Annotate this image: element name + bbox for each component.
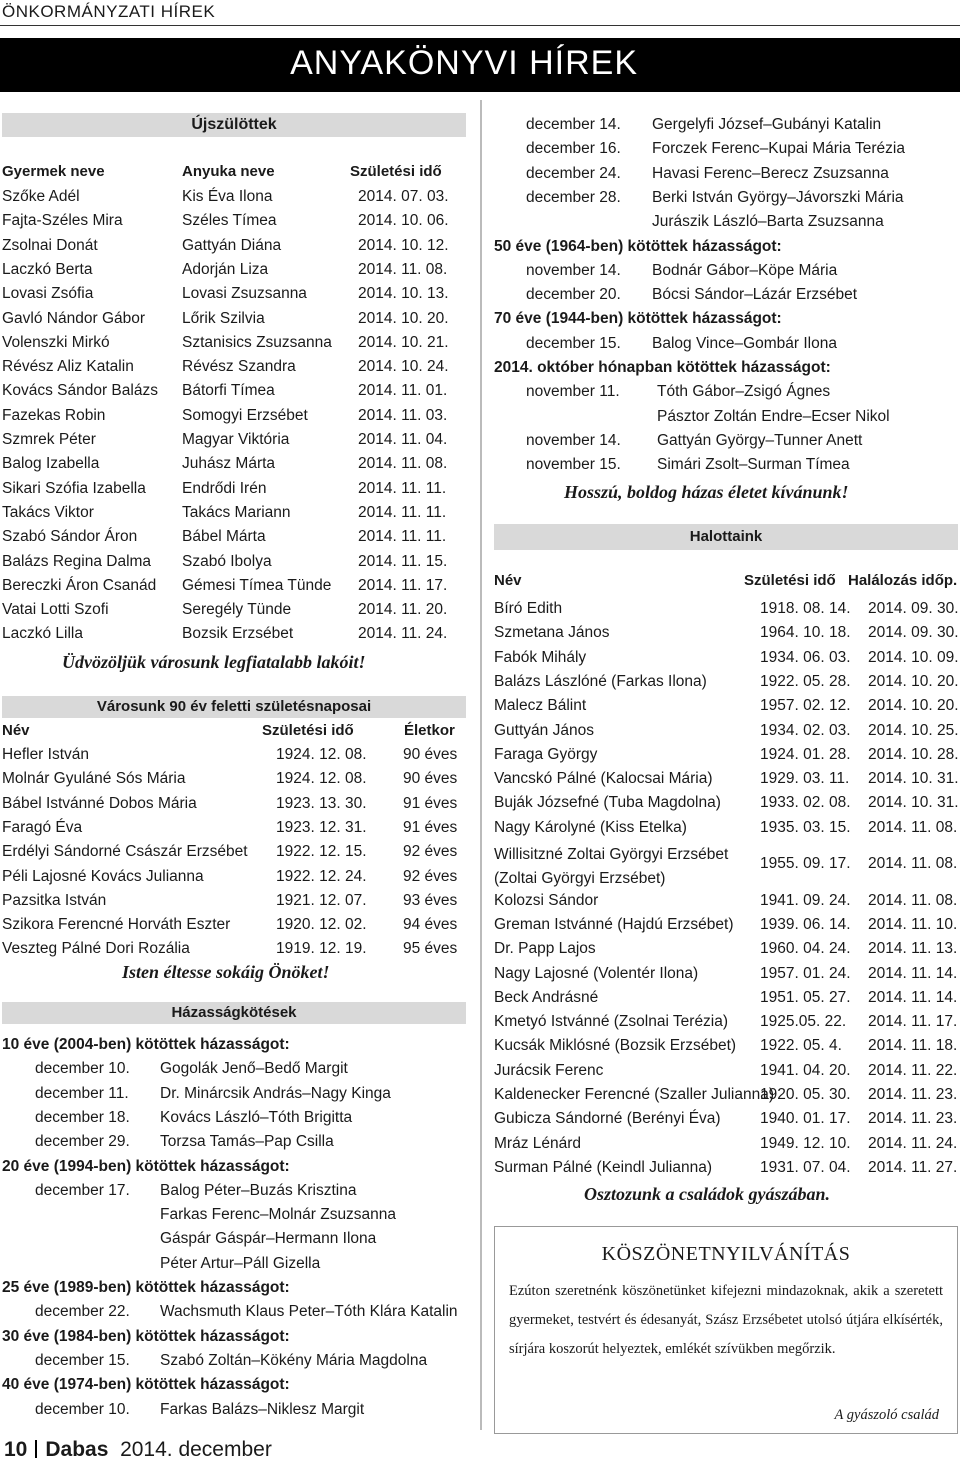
couple-names: Péter Artur–Páll Gizella bbox=[160, 1254, 321, 1272]
child-name: Volenszki Mirkó bbox=[2, 333, 110, 351]
birth-date: 1957. 01. 24. bbox=[760, 964, 851, 982]
person-name: Beck Andrásné bbox=[494, 988, 599, 1006]
person-name: Vancskó Pálné (Kalocsai Mária) bbox=[494, 770, 713, 788]
person-name: Erdélyi Sándorné Császár Erzsébet bbox=[2, 843, 248, 861]
thanks-text: Ezúton szeretnénk köszönetünket kifejezni mindazoknak, akik a szeretett gyermeket, testvért és édesanyát, Szász Erzsébetet utolsó útjára elkísérték, sírjára koszorút helyeztek, emlékét szívükben megőrzik. bbox=[509, 1283, 943, 1357]
person-name: Szikora Ferencné Horváth Eszter bbox=[2, 916, 231, 934]
child-name: Gavló Nándor Gábor bbox=[2, 309, 146, 327]
person-name: Surman Pálné (Keindl Julianna) bbox=[494, 1158, 712, 1176]
newborns-title: Újszülöttek bbox=[2, 113, 466, 137]
death-date: 2014. 11. 10. bbox=[868, 915, 958, 933]
death-date: 2014. 11. 23. bbox=[868, 1086, 958, 1103]
marriage-group-heading: 2014. október hónapban kötöttek házasságot: bbox=[494, 359, 831, 376]
death-date: 2014. 11. 18. bbox=[868, 1037, 958, 1055]
person-name: Faragó Éva bbox=[2, 818, 83, 836]
person-name: Mráz Lénárd bbox=[494, 1134, 582, 1152]
death-date: 2014. 10. 31. bbox=[868, 770, 959, 788]
mother-name: Seregély Tünde bbox=[182, 601, 292, 619]
death-date: 2014. 11. 08. bbox=[868, 818, 958, 836]
couple-names: Farkas Balázs–Niklesz Margit bbox=[160, 1400, 365, 1418]
birthdays-closing: Isten éltesse sokáig Önöket! bbox=[122, 962, 330, 982]
deceased-header: Halálozás időp. bbox=[848, 572, 958, 589]
thanks-signature: A gyászoló család bbox=[834, 1407, 939, 1423]
birth-date: 2014. 11. 11. bbox=[358, 528, 447, 546]
birth-date: 2014. 11. 01. bbox=[358, 382, 448, 400]
birth-date: 2014. 10. 12. bbox=[358, 236, 449, 254]
child-name: Kovács Sándor Balázs bbox=[2, 382, 158, 400]
mother-name: Adorján Liza bbox=[182, 260, 269, 278]
marriage-group-heading: 25 éve (1989-ben) kötöttek házasságot: bbox=[2, 1279, 290, 1296]
person-name: Buják Józsefné (Tuba Magdolna) bbox=[494, 794, 721, 812]
child-name: Szőke Adél bbox=[2, 188, 80, 205]
death-date: 2014. 11. 24. bbox=[868, 1134, 958, 1152]
death-date: 2014. 11. 13. bbox=[868, 940, 958, 958]
couple-names: Gattyán György–Tunner Anett bbox=[657, 431, 863, 449]
birth-date: 1929. 03. 11. bbox=[760, 770, 850, 788]
birth-date: 1935. 03. 15. bbox=[760, 818, 851, 836]
child-name: Zsolnai Donát bbox=[2, 236, 98, 254]
marriage-group-heading: 10 éve (2004-ben) kötöttek házasságot: bbox=[2, 1036, 290, 1053]
child-name: Bereczki Áron Csanád bbox=[2, 576, 157, 594]
marriage-date: december 17. bbox=[35, 1181, 130, 1199]
death-date: 2014. 09. 30. bbox=[868, 600, 959, 617]
death-date: 2014. 11. 23. bbox=[868, 1110, 958, 1128]
birth-date: 2014. 11. 03. bbox=[358, 406, 448, 424]
age: 91 éves bbox=[403, 794, 458, 812]
child-name: Lovasi Zsófia bbox=[2, 285, 94, 303]
birth-date: 1924. 12. 08. bbox=[276, 746, 367, 763]
mother-name: Takács Mariann bbox=[182, 503, 291, 521]
age: 92 éves bbox=[403, 867, 458, 885]
death-date: 2014. 11. 27. bbox=[868, 1158, 958, 1176]
marriages-title: Házasságkötések bbox=[2, 1002, 466, 1024]
child-name: Fajta-Széles Mira bbox=[2, 212, 123, 230]
deceased-header: Név bbox=[494, 572, 522, 589]
death-date: 2014. 10. 25. bbox=[868, 721, 959, 739]
child-name: Sikari Szófia Izabella bbox=[2, 479, 146, 497]
couple-names: Torzsa Tamás–Pap Csilla bbox=[160, 1133, 334, 1151]
age: 93 éves bbox=[403, 891, 458, 909]
death-date: 2014. 10. 20. bbox=[868, 697, 959, 715]
marriage-date: november 15. bbox=[526, 456, 621, 474]
birth-date: 1949. 12. 10. bbox=[760, 1134, 851, 1152]
birth-date: 2014. 07. 03. bbox=[358, 188, 449, 205]
birth-date: 2014. 11. 11. bbox=[358, 479, 447, 497]
death-date: 2014. 11. 14. bbox=[868, 988, 958, 1006]
birth-date: 1934. 02. 03. bbox=[760, 721, 851, 739]
page-footer bbox=[4, 1438, 272, 1462]
marriage-group-heading: 20 éve (1994-ben) kötöttek házasságot: bbox=[2, 1157, 290, 1175]
banner-title: ANYAKÖNYVI HÍREK bbox=[290, 44, 638, 82]
child-name: Szmrek Péter bbox=[2, 431, 96, 448]
marriage-date: december 24. bbox=[526, 164, 621, 182]
person-name: Nagy Lajosné (Volentér Ilona) bbox=[494, 964, 699, 982]
publication-name: Dabas bbox=[45, 1438, 109, 1461]
column-divider bbox=[480, 100, 482, 1430]
person-name: Bábel Istvánné Dobos Mária bbox=[2, 794, 197, 812]
birth-date: 1919. 12. 19. bbox=[276, 940, 367, 958]
marriage-date: december 16. bbox=[526, 140, 621, 158]
couple-names: Balog Vince–Gombár Ilona bbox=[652, 334, 837, 352]
deceased-closing: Osztozunk a családok gyászában. bbox=[584, 1184, 831, 1204]
birth-date: 1923. 12. 31. bbox=[276, 818, 367, 836]
marriage-date: december 20. bbox=[526, 286, 621, 304]
mother-name: Révész Szandra bbox=[182, 358, 296, 376]
child-name: Vatai Lotti Szofi bbox=[2, 601, 109, 619]
person-name: Szmetana János bbox=[494, 624, 610, 642]
person-name: Greman Istvánné (Hajdú Erzsébet) bbox=[494, 915, 734, 933]
birth-date: 1934. 06. 03. bbox=[760, 648, 851, 666]
marriage-date: november 14. bbox=[526, 431, 621, 449]
mother-name: Endrődi Irén bbox=[182, 479, 267, 497]
issue-date: 2014. december bbox=[120, 1438, 272, 1461]
age: 91 éves bbox=[403, 818, 458, 836]
person-name: Kaldenecker Ferencné (Szaller Julianna) bbox=[494, 1086, 775, 1103]
person-name: Veszteg Pálné Dori Rozália bbox=[2, 940, 190, 958]
couple-names: Wachsmuth Klaus Peter–Tóth Klára Katalin bbox=[160, 1303, 458, 1321]
footer-separator bbox=[35, 1440, 37, 1458]
death-date: 2014. 11. 08. bbox=[868, 891, 958, 909]
couple-names: Kovács László–Tóth Brigitta bbox=[160, 1108, 353, 1126]
mother-name: Kis Éva Ilona bbox=[182, 188, 273, 205]
marriage-group-heading: 70 éve (1944-ben) kötöttek házasságot: bbox=[494, 310, 782, 328]
birth-date: 1923. 13. 30. bbox=[276, 794, 367, 812]
child-name: Szabó Sándor Áron bbox=[2, 528, 138, 546]
person-name: Bíró Edith bbox=[494, 600, 563, 617]
newborns-header: Gyermek neve bbox=[2, 163, 105, 180]
mother-name: Juhász Márta bbox=[182, 455, 276, 473]
birth-date: 2014. 10. 06. bbox=[358, 212, 449, 230]
age: 90 éves bbox=[403, 770, 458, 788]
person-name: Molnár Gyuláné Sós Mária bbox=[2, 770, 186, 788]
birth-date: 1931. 07. 04. bbox=[760, 1158, 851, 1176]
mother-name: Bátorfi Tímea bbox=[182, 382, 275, 400]
thanks-title: KÖSZÖNETNYILVÁNÍTÁS bbox=[601, 1243, 851, 1265]
birth-date: 1924. 01. 28. bbox=[760, 745, 851, 763]
deceased-header: Születési idő bbox=[744, 572, 836, 589]
marriage-date: december 10. bbox=[35, 1060, 130, 1078]
child-name: Balog Izabella bbox=[2, 455, 100, 473]
mother-name: Bozsik Erzsébet bbox=[182, 625, 294, 643]
person-name: Nagy Károlyné (Kiss Etelka) bbox=[494, 818, 687, 836]
person-name: Pazsitka István bbox=[2, 891, 107, 909]
child-name: Révész Aliz Katalin bbox=[2, 358, 134, 376]
birth-date: 2014. 10. 13. bbox=[358, 285, 449, 303]
birth-date: 1941. 09. 24. bbox=[760, 891, 851, 909]
marriage-date: december 11. bbox=[35, 1084, 129, 1102]
birth-date: 2014. 10. 20. bbox=[358, 309, 449, 327]
couple-names: Tóth Gábor–Zsigó Ágnes bbox=[657, 383, 831, 401]
birth-date: 2014. 11. 08. bbox=[358, 260, 448, 278]
birthdays-header: Születési idő bbox=[262, 722, 354, 739]
marriage-date: december 10. bbox=[35, 1400, 130, 1418]
newborns-closing: Üdvözöljük városunk legfiatalabb lakóit! bbox=[62, 652, 366, 672]
page-number: 10 bbox=[4, 1438, 28, 1461]
mother-name: Sztanisics Zsuzsanna bbox=[182, 333, 332, 351]
death-date: 2014. 11. 08. bbox=[868, 855, 958, 872]
birth-date: 1940. 01. 17. bbox=[760, 1110, 851, 1128]
birthdays-header: Életkor bbox=[404, 722, 455, 739]
person-name: Kmetyó Istvánné (Zsolnai Terézia) bbox=[494, 1013, 729, 1031]
birth-date: 1924. 12. 08. bbox=[276, 770, 367, 788]
person-name: Faraga György bbox=[494, 745, 598, 763]
deceased-title: Halottaink bbox=[494, 524, 958, 550]
birth-date: 1918. 08. 14. bbox=[760, 600, 851, 617]
thanks-box bbox=[494, 1226, 958, 1434]
death-date: 2014. 10. 09. bbox=[868, 648, 959, 666]
birthdays-header: Név bbox=[2, 722, 30, 739]
child-name: Balázs Regina Dalma bbox=[2, 552, 152, 570]
death-date: 2014. 10. 28. bbox=[868, 745, 959, 763]
mother-name: Széles Tímea bbox=[182, 212, 277, 230]
birth-date: 1922. 12. 24. bbox=[276, 867, 367, 885]
birth-date: 2014. 10. 24. bbox=[358, 358, 449, 376]
birthdays-title: Városunk 90 év feletti születésnaposai bbox=[2, 696, 466, 718]
birth-date: 2014. 11. 15. bbox=[358, 552, 448, 570]
marriage-date: december 29. bbox=[35, 1133, 130, 1151]
couple-names: Forczek Ferenc–Kupai Mária Terézia bbox=[652, 140, 905, 158]
person-name: Dr. Papp Lajos bbox=[494, 940, 596, 958]
birth-date: 1922. 12. 15. bbox=[276, 843, 367, 861]
child-name: Laczkó Lilla bbox=[2, 625, 83, 643]
marriage-group-heading: 50 éve (1964-ben) kötöttek házasságot: bbox=[494, 237, 782, 255]
death-date: 2014. 11. 14. bbox=[868, 964, 958, 982]
newborns-header: Születési idő bbox=[350, 163, 442, 180]
birth-date: 2014. 10. 21. bbox=[358, 333, 449, 351]
person-name: Balázs Lászlóné (Farkas Ilona) bbox=[494, 672, 707, 690]
mother-name: Bábel Márta bbox=[182, 528, 266, 546]
death-date: 2014. 10. 31. bbox=[868, 794, 959, 812]
person-name: Jurácsik Ferenc bbox=[494, 1061, 604, 1079]
birth-date: 1920. 12. 02. bbox=[276, 916, 367, 934]
marriage-group-heading: 40 éve (1974-ben) kötöttek házasságot: bbox=[2, 1376, 290, 1394]
age: 90 éves bbox=[403, 746, 458, 763]
couple-names: Dr. Minárcsik András–Nagy Kinga bbox=[160, 1084, 391, 1102]
age: 92 éves bbox=[403, 843, 458, 861]
mother-name: Lovasi Zsuzsanna bbox=[182, 285, 307, 303]
birth-date: 1925.05. 22. bbox=[760, 1013, 847, 1031]
person-name: Péli Lajosné Kovács Julianna bbox=[2, 867, 204, 885]
birth-date: 1960. 04. 24. bbox=[760, 940, 851, 958]
couple-names: Berki István György–Jávorszki Mária bbox=[652, 188, 904, 206]
marriage-date: november 11. bbox=[526, 383, 620, 401]
death-date: 2014. 09. 30. bbox=[868, 624, 959, 642]
marriage-group-heading: 30 éve (1984-ben) kötöttek házasságot: bbox=[2, 1327, 290, 1345]
couple-names: Gogolák Jenő–Bedő Margit bbox=[160, 1060, 348, 1078]
couple-names: Simári Zsolt–Surman Tímea bbox=[657, 456, 850, 474]
birth-date: 1955. 09. 17. bbox=[760, 855, 851, 872]
couple-names: Bócsi Sándor–Lázár Erzsébet bbox=[652, 286, 858, 304]
person-name: Willisitzné Zoltai Györgyi Erzsébet (Zoltai Györgyi Erzsébet) bbox=[494, 846, 729, 887]
newborns-header: Anyuka neve bbox=[182, 163, 275, 180]
birth-date: 1922. 05. 28. bbox=[760, 672, 851, 690]
marriage-date: december 14. bbox=[526, 116, 621, 133]
birth-date: 2014. 11. 20. bbox=[358, 601, 448, 619]
birth-date: 2014. 11. 17. bbox=[358, 576, 448, 594]
couple-names: Pásztor Zoltán Endre–Ecser Nikol bbox=[657, 407, 890, 425]
birth-date: 2014. 11. 08. bbox=[358, 455, 448, 473]
birth-date: 1939. 06. 14. bbox=[760, 915, 851, 933]
person-name: Kucsák Miklósné (Bozsik Erzsébet) bbox=[494, 1037, 737, 1055]
person-name: Malecz Bálint bbox=[494, 697, 587, 715]
child-name: Fazekas Robin bbox=[2, 406, 106, 424]
birth-date: 1922. 05. 4. bbox=[760, 1037, 842, 1055]
mother-name: Gémesi Tímea Tünde bbox=[182, 576, 332, 594]
birth-date: 1920. 05. 30. bbox=[760, 1086, 851, 1103]
death-date: 2014. 10. 20. bbox=[868, 672, 959, 690]
birth-date: 1964. 10. 18. bbox=[760, 624, 851, 642]
person-name: Kolozsi Sándor bbox=[494, 891, 599, 909]
marriage-date: november 14. bbox=[526, 261, 621, 279]
child-name: Laczkó Berta bbox=[2, 260, 93, 278]
section-label: ÖNKORMÁNYZATI HÍREK bbox=[2, 2, 216, 21]
death-date: 2014. 11. 22. bbox=[868, 1061, 958, 1079]
mother-name: Magyar Viktória bbox=[182, 431, 290, 448]
mother-name: Lőrik Szilvia bbox=[182, 309, 265, 327]
person-name: Gubicza Sándorné (Berényi Éva) bbox=[494, 1110, 721, 1128]
death-date: 2014. 11. 17. bbox=[868, 1013, 958, 1031]
section-divider bbox=[0, 25, 960, 26]
mother-name: Szabó Ibolya bbox=[182, 552, 272, 570]
couple-names: Jurászik László–Barta Zsuzsanna bbox=[652, 213, 884, 231]
couple-names: Gáspár Gáspár–Hermann Ilona bbox=[160, 1230, 377, 1248]
age: 95 éves bbox=[403, 940, 458, 958]
couple-names: Balog Péter–Buzás Krisztina bbox=[160, 1181, 357, 1199]
birth-date: 1933. 02. 08. bbox=[760, 794, 851, 812]
birth-date: 2014. 11. 04. bbox=[358, 431, 448, 448]
person-name: Guttyán János bbox=[494, 721, 594, 739]
age: 94 éves bbox=[403, 916, 458, 934]
couple-names: Szabó Zoltán–Kökény Mária Magdolna bbox=[160, 1351, 428, 1369]
marriage-date: december 18. bbox=[35, 1108, 130, 1126]
mother-name: Gattyán Diána bbox=[182, 236, 282, 254]
banner bbox=[0, 38, 960, 92]
child-name: Takács Viktor bbox=[2, 503, 94, 521]
marriage-date: december 15. bbox=[35, 1351, 130, 1369]
couple-names: Havasi Ferenc–Berecz Zsuzsanna bbox=[652, 164, 889, 182]
birth-date: 1941. 04. 20. bbox=[760, 1061, 851, 1079]
couple-names: Bodnár Gábor–Köpe Mária bbox=[652, 261, 838, 279]
marriage-date: december 22. bbox=[35, 1303, 130, 1321]
birth-date: 2014. 11. 11. bbox=[358, 503, 447, 521]
couple-names: Farkas Ferenc–Molnár Zsuzsanna bbox=[160, 1206, 397, 1224]
marriage-date: december 15. bbox=[526, 334, 621, 352]
person-name: Hefler István bbox=[2, 746, 90, 763]
birth-date: 2014. 11. 24. bbox=[358, 625, 448, 643]
person-name: Fabók Mihály bbox=[494, 648, 587, 666]
birth-date: 1957. 02. 12. bbox=[760, 697, 851, 715]
marriage-date: december 28. bbox=[526, 188, 621, 206]
couple-names: Gergelyfi József–Gubányi Katalin bbox=[652, 116, 882, 133]
marriages-closing: Hosszú, boldog házas életet kívánunk! bbox=[564, 482, 849, 502]
mother-name: Somogyi Erzsébet bbox=[182, 406, 308, 424]
birth-date: 1951. 05. 27. bbox=[760, 988, 851, 1006]
birth-date: 1921. 12. 07. bbox=[276, 891, 367, 909]
